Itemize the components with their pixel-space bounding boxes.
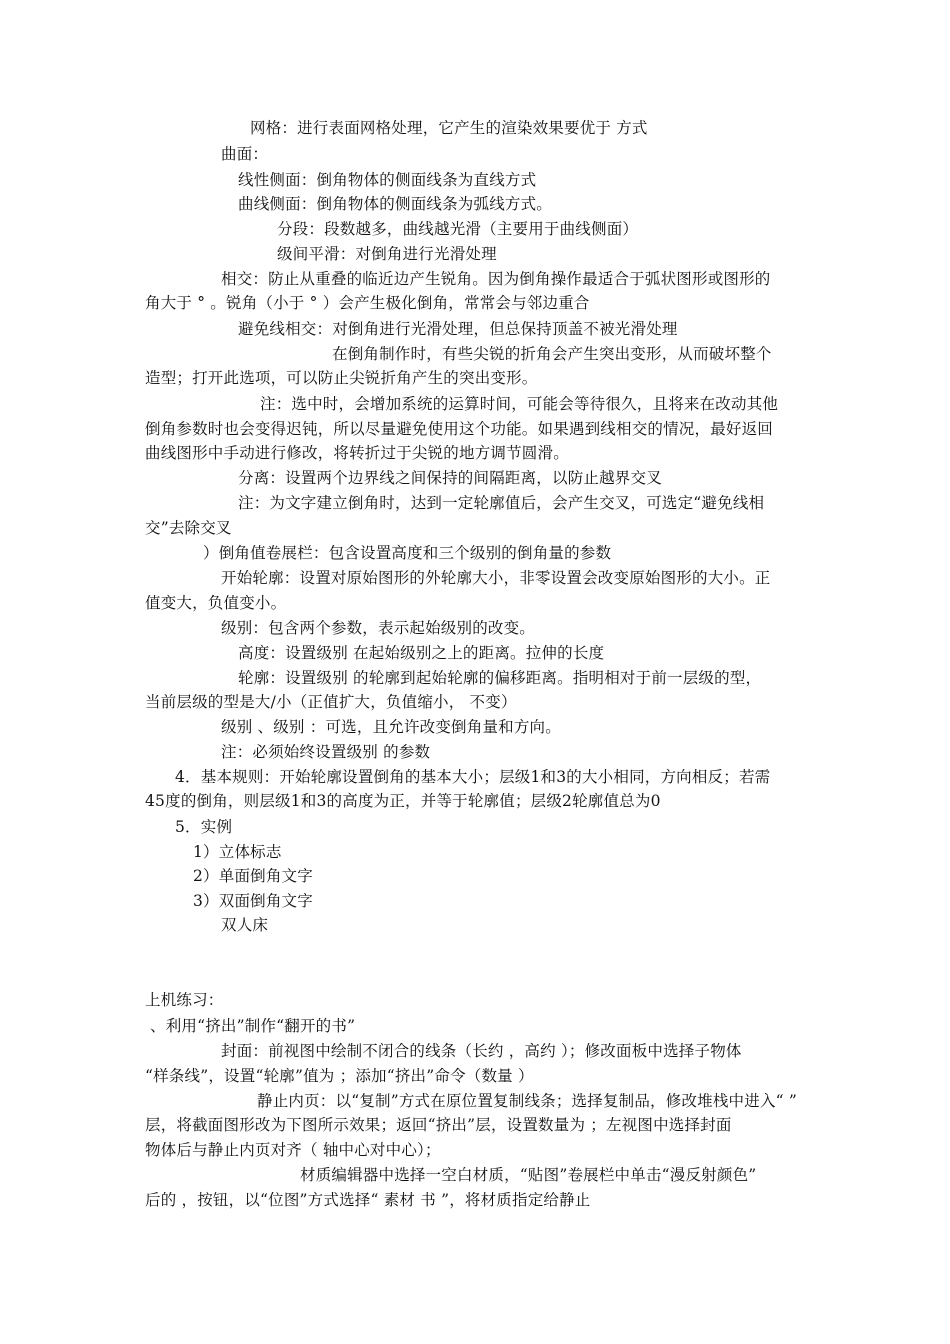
- text-line: 静止内页：以“复制”方式在原位置复制线条；选择复制品，修改堆栈中进入“ ”: [257, 1092, 798, 1110]
- text-line: 高度：设置级别 在起始级别之上的距离。拉伸的长度: [238, 644, 605, 662]
- text-line: 交”去除交叉: [145, 519, 232, 537]
- text-line: 双人床: [221, 916, 269, 934]
- text-line: 注：必须始终设置级别 的参数: [221, 743, 431, 761]
- text-line: 、利用“挤出”制作“翻开的书”: [150, 1017, 356, 1035]
- text-line: 物体后与静止内页对齐（ 轴中心对中心）；: [145, 1141, 441, 1159]
- text-line: 开始轮廓：设置对原始图形的外轮廓大小，非零设置会改变原始图形的大小。正: [221, 569, 771, 587]
- text-line: 避免线相交：对倒角进行光滑处理，但总保持顶盖不被光滑处理: [238, 320, 678, 338]
- text-line: 封面：前视图中绘制不闭合的线条（长约 ，高约 ）；修改面板中选择子物体: [221, 1042, 742, 1060]
- text-line: 后的 ，按钮，以“位图”方式选择“ 素材 书 ”，将材质指定给静止: [145, 1191, 591, 1209]
- text-line: 级别 、级别 ：可选，且允许改变倒角量和方向。: [221, 718, 561, 736]
- text-line: 曲线侧面：倒角物体的侧面线条为弧线方式。: [238, 195, 553, 213]
- text-line: 注：选中时，会增加系统的运算时间，可能会等待很久，且将来在改动其他: [260, 395, 779, 413]
- text-line: ）倒角值卷展栏：包含设置高度和三个级别的倒角量的参数: [203, 544, 612, 562]
- text-line: 1）立体标志: [193, 843, 282, 861]
- text-line: 3）双面倒角文字: [193, 892, 313, 910]
- text-line: 相交：防止从重叠的临近边产生锐角。因为倒角操作最适合于弧状图形或图形的: [221, 270, 771, 288]
- text-line: 曲线图形中手动进行修改，将转折过于尖锐的地方调节圆滑。: [145, 444, 569, 462]
- text-line: 角大于 ° 。锐角（小于 ° ）会产生极化倒角，常常会与邻边重合: [145, 294, 590, 312]
- text-line: 4．基本规则：开始轮廓设置倒角的基本大小；层级1和3的大小相同，方向相反；若需: [175, 768, 771, 786]
- text-line: 45度的倒角，则层级1和3的高度为正，并等于轮廓值；层级2轮廓值总为0: [145, 792, 661, 810]
- text-line: 曲面：: [221, 145, 269, 163]
- text-line: 层，将截面图形改为下图所示效果；返回“挤出”层，设置数量为 ；左视图中选择封面: [145, 1116, 732, 1134]
- text-line: 级别：包含两个参数，表示起始级别的改变。: [221, 619, 536, 637]
- text-line: 造型；打开此选项，可以防止尖锐折角产生的突出变形。: [145, 369, 538, 387]
- text-line: 5．实例: [175, 818, 233, 836]
- text-line: 倒角参数时也会变得迟钝，所以尽量避免使用这个功能。如果遇到线相交的情况，最好返回: [145, 420, 774, 438]
- text-line: 轮廓：设置级别 的轮廓到起始轮廓的偏移距离。指明相对于前一层级的型，: [238, 669, 762, 687]
- text-line: “样条线”，设置“轮廓”值为 ；添加“挤出”命令（数量 ）: [145, 1067, 534, 1085]
- text-line: 级间平滑：对倒角进行光滑处理: [277, 245, 497, 263]
- text-line: 2）单面倒角文字: [193, 867, 313, 885]
- text-line: 分段：段数越多，曲线越光滑（主要用于曲线侧面）: [277, 220, 639, 238]
- text-line: 当前层级的型是大/小（正值扩大，负值缩小， 不变）: [145, 693, 517, 711]
- text-line: 在倒角制作时，有些尖锐的折角会产生突出变形，从而破坏整个: [332, 345, 772, 363]
- text-line: 值变大，负值变小。: [145, 594, 287, 612]
- text-line: 材质编辑器中选择一空白材质，“贴图”卷展栏中单击“漫反射颜色”: [300, 1166, 757, 1184]
- text-line: 分离：设置两个边界线之间保持的间隔距离，以防止越界交叉: [238, 469, 662, 487]
- text-line: 线性侧面：倒角物体的侧面线条为直线方式: [238, 171, 537, 189]
- text-line: 注：为文字建立倒角时，达到一定轮廓值后，会产生交叉，可选定“避免线相: [238, 494, 765, 512]
- text-line: 上机练习：: [145, 991, 224, 1009]
- text-line: 网格：进行表面网格处理，它产生的渲染效果要优于 方式: [250, 119, 648, 137]
